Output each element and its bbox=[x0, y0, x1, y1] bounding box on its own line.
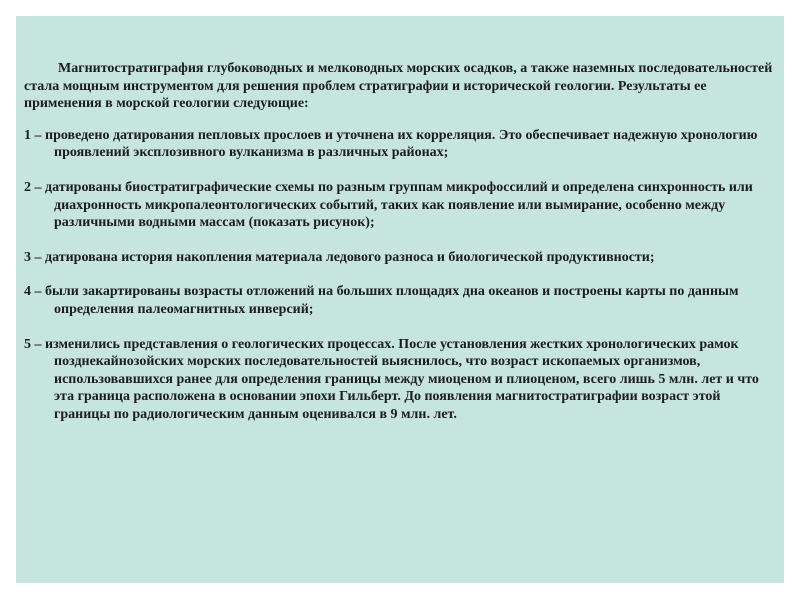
slide-content bbox=[24, 60, 776, 441]
intro-paragraph: Магнитостратиграфия глубоководных и мелководных морских осадков, а также наземных последовательностей стала мощным инструментом для решения проблем стратиграфии и исторической геологии. Результаты ее применения в морской геологии следующие: bbox=[24, 61, 773, 112]
list-item-5: 5 – изменились представления о геологических процессах. После установления жестких хронологических рамок позднекайнозойских морских последовательностей выяснилось, что возраст ископаемых организмов, использовавшихся ранее для определения границы между миоценом и плиоценом, всего лишь 5 млн. лет и что эта граница расположена в основании эпохи Гильберт. До появления магнитостратиграфии возраст этой границы по радиологическим данным оценивался в 9 млн. лет. bbox=[24, 336, 759, 422]
list-item-2: 2 – датированы биостратиграфические схемы по разным группам микрофоссилий и определена синхронность или диахронность микропалеонтологических событий, таких как появление или вымирание, особенно между различными водными массам (показать рисунок); bbox=[24, 179, 753, 231]
list-item-1: 1 – проведено датирования пепловых прослоев и уточнена их корреляция. Это обеспечивает надежную хронологию проявлений эксплозивного вулканизма в различных районах; bbox=[24, 127, 758, 161]
list-item-4: 4 – были закартированы возрасты отложений на больших площадях дна океанов и построены карты по данным определения палеомагнитных инверсий; bbox=[24, 284, 739, 317]
slide-panel bbox=[16, 16, 784, 583]
list-item-3: 3 – датирована история накопления материала ледового разноса и биологической продуктивности; bbox=[24, 249, 655, 265]
